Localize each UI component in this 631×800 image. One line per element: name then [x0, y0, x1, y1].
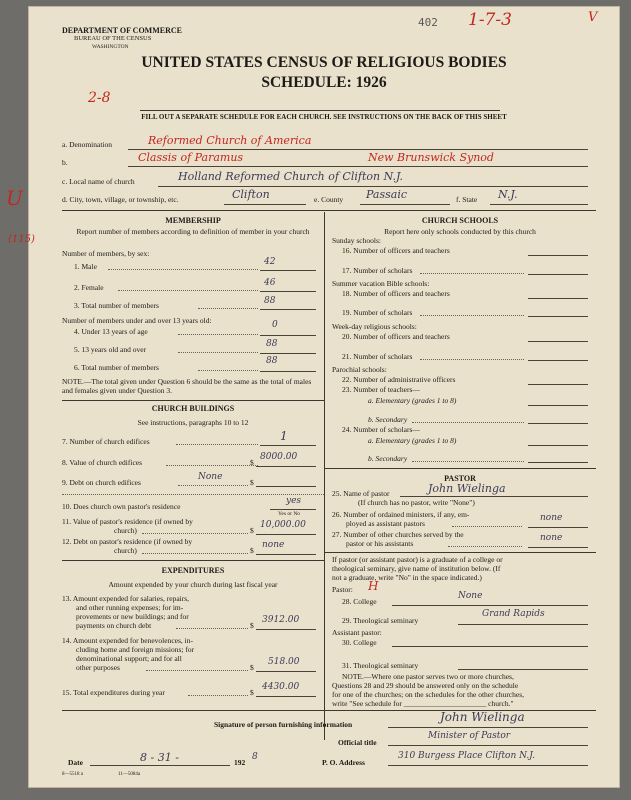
- local-name-value: Holland Reformed Church of Clifton N.J.: [178, 170, 404, 183]
- q8-dollar: $: [250, 458, 254, 467]
- q27-leader: [448, 546, 522, 547]
- q23-label: 23. Number of teachers—: [342, 385, 420, 394]
- q9-leader: [178, 485, 248, 486]
- q4-leader: [178, 334, 258, 335]
- q15-label: 15. Total expenditures during year: [62, 688, 165, 697]
- q2-answer: 46: [264, 278, 276, 288]
- q23b-line: [528, 423, 588, 424]
- q13-line: [256, 629, 316, 630]
- q24a-line: [528, 445, 588, 446]
- q8-label: 8. Value of church edifices: [62, 458, 143, 467]
- q2-leader: [118, 290, 258, 291]
- buildings-mid-rule: [62, 494, 324, 495]
- pastor-rule: [324, 468, 596, 469]
- summer-heading: Summer vacation Bible schools:: [332, 279, 430, 288]
- q13-answer: 3912.00: [262, 615, 300, 625]
- side-circle-mark: (115): [8, 234, 35, 245]
- q28-answer: None: [458, 591, 483, 601]
- q14-line: [256, 671, 316, 672]
- schools-intro: Report here only schools conducted by this church: [384, 227, 536, 236]
- q18-label: 18. Number of officers and teachers: [342, 289, 450, 298]
- q14-leader: [146, 670, 248, 671]
- q24b-label: b. Secondary: [368, 454, 408, 463]
- q26-label-a: 26. Number of ordained ministers, if any, em-: [332, 510, 470, 519]
- denomination-b-line: [128, 166, 588, 167]
- q30-label: 30. College: [342, 638, 377, 647]
- po-address-label: P. O. Address: [322, 758, 365, 767]
- q1-label: 1. Male: [74, 262, 97, 271]
- signature-line: [388, 727, 588, 728]
- date-value: 8 - 31 -: [140, 751, 179, 764]
- buildings-title: CHURCH BUILDINGS: [151, 404, 235, 413]
- q29-label: 29. Theological seminary: [342, 616, 419, 625]
- department-name: DEPARTMENT OF COMMERCE: [62, 26, 183, 35]
- q21-line: [528, 360, 588, 361]
- q15-leader: [188, 695, 248, 696]
- q17-label: 17. Number of scholars: [342, 266, 413, 275]
- q19-leader: [420, 315, 524, 316]
- q29-answer: Grand Rapids: [482, 609, 545, 619]
- bureau-name: BUREAU OF THE CENSUS: [74, 35, 152, 42]
- q28-label: 28. College: [342, 597, 377, 606]
- q14-answer: 518.00: [268, 657, 300, 667]
- q25-answer: John Wielinga: [428, 482, 506, 495]
- q12-label-a: 12. Debt on pastor's residence (if owned by: [62, 537, 193, 546]
- graduate-note-c: not a graduate, write "No" in the space indicated.): [332, 573, 482, 582]
- instruction-line: FILL OUT A SEPARATE SCHEDULE FOR EACH CHURCH. SEE INSTRUCTIONS ON THE BACK OF THIS SHEET: [141, 113, 507, 121]
- q7-label: 7. Number of church edifices: [62, 437, 150, 446]
- parochial-heading: Parochial schools:: [332, 365, 387, 374]
- q5-leader: [178, 352, 258, 353]
- membership-note: NOTE.—The total given under Question 6 should be the same as the total of males and females given under Question 3.: [62, 377, 312, 395]
- q8-line: [256, 466, 316, 467]
- q26-line: [528, 527, 588, 528]
- q23b-leader: [412, 422, 524, 423]
- q12-line: [256, 554, 316, 555]
- q5-label: 5. 13 years old and over: [74, 345, 147, 354]
- pastor-note-b: Questions 28 and 29 should be answered only on the schedule: [332, 681, 519, 690]
- date-line: [90, 765, 230, 766]
- graduate-note-a: If pastor (or assistant pastor) is a graduate of a college or: [332, 555, 503, 564]
- q3-answer: 88: [264, 296, 276, 306]
- pastor-note-a: NOTE.—Where one pastor serves two or more churches,: [342, 672, 514, 681]
- pastor-check-mark: H: [368, 579, 379, 593]
- corner-check-mark: V: [588, 10, 598, 25]
- pastor-note-c: for one of the churches; on the schedules for the other churches,: [332, 690, 525, 699]
- q26-label-b: ployed as assistant pastors: [346, 519, 425, 528]
- membership-intro: Report number of members according to definition of member in your church: [76, 227, 310, 236]
- q9-dollar: $: [250, 478, 254, 487]
- q14-dollar: $: [250, 663, 254, 672]
- q6-label: 6. Total number of members: [74, 363, 159, 372]
- q13-label-a: 13. Amount expended for salaries, repairs,: [62, 594, 190, 603]
- q25-note: (If church has no pastor, write "None"): [358, 498, 475, 507]
- q3-line: [260, 309, 316, 310]
- official-title-label: Official title: [338, 738, 377, 747]
- graduate-rule: [324, 552, 596, 553]
- q22-label: 22. Number of administrative officers: [342, 375, 456, 384]
- margin-code: 2-8: [88, 90, 111, 106]
- membership-title: MEMBERSHIP: [165, 216, 221, 225]
- date-year-digit: 8: [252, 752, 258, 762]
- expenditures-title: EXPENDITURES: [161, 566, 225, 575]
- county-label: e. County: [314, 195, 344, 204]
- q5-answer: 88: [266, 339, 278, 349]
- weekday-heading: Week-day religious schools:: [332, 322, 417, 331]
- q15-answer: 4430.00: [262, 682, 300, 692]
- classis-value: Classis of Paramus: [138, 151, 244, 164]
- form-code-a: 8—5518 a: [62, 772, 83, 777]
- q12-label-b: church): [114, 546, 137, 555]
- county-value: Passaic: [366, 188, 407, 201]
- q12-dollar: $: [250, 546, 254, 555]
- q12-leader: [142, 553, 248, 554]
- q21-leader: [420, 359, 524, 360]
- q11-answer: 10,000.00: [260, 520, 306, 530]
- q9-label: 9. Debt on church edifices: [62, 478, 141, 487]
- q5-line: [260, 353, 316, 354]
- denomination-b-label: b.: [62, 158, 68, 167]
- q10-answer: yes: [286, 496, 302, 506]
- q13-label-d: payments on church debt: [76, 621, 152, 630]
- q13-leader: [176, 628, 248, 629]
- q9-line: [256, 486, 316, 487]
- schedule-title: SCHEDULE: 1926: [261, 74, 387, 91]
- q11-dollar: $: [250, 526, 254, 535]
- q8-answer: 8000.00: [260, 452, 298, 462]
- bureau-city: WASHINGTON: [92, 44, 129, 50]
- q28-line: [392, 605, 588, 606]
- yes-no-hint: Yes or No: [278, 511, 301, 517]
- q17-leader: [420, 273, 524, 274]
- local-name-label: c. Local name of church: [62, 177, 135, 186]
- q15-line: [256, 696, 316, 697]
- q23a-label: a. Elementary (grades 1 to 8): [368, 396, 457, 405]
- city-line: [224, 204, 306, 205]
- q11-leader: [142, 533, 248, 534]
- q4-label: 4. Under 13 years of age: [74, 327, 148, 336]
- official-title-line: [388, 745, 588, 746]
- q20-line: [528, 341, 588, 342]
- sunday-heading: Sunday schools:: [332, 236, 381, 245]
- denomination-value: Reformed Church of America: [148, 134, 312, 147]
- q3-leader: [198, 308, 258, 309]
- buildings-rule: [62, 400, 324, 401]
- q11-line: [256, 534, 316, 535]
- q16-label: 16. Number of officers and teachers: [342, 246, 450, 255]
- q1-leader: [108, 269, 258, 270]
- stamp-number: 402: [418, 16, 438, 29]
- po-address-line: [388, 765, 588, 766]
- schools-title: CHURCH SCHOOLS: [421, 216, 499, 225]
- q7-answer: 1: [280, 429, 288, 443]
- graduate-note-b: theological seminary, give name of institution below. (If: [332, 564, 501, 573]
- city-label: d. City, town, village, or township, etc.: [62, 195, 179, 204]
- q24b-leader: [412, 461, 524, 462]
- q30-line: [392, 646, 588, 647]
- q10-label: 10. Does church own pastor's residence: [62, 502, 181, 511]
- section-rule-top: [62, 210, 596, 211]
- state-value: N.J.: [498, 188, 518, 201]
- q14-label-b: cluding home and foreign missions; for: [76, 645, 195, 654]
- q27-answer: none: [540, 533, 563, 543]
- assistant-sub-label: Assistant pastor:: [332, 628, 382, 637]
- census-form-page: [6, 6, 620, 788]
- q14-label-a: 14. Amount expended for benevolences, in-: [62, 636, 194, 645]
- q9-answer: None: [198, 472, 223, 482]
- q2-line: [260, 291, 316, 292]
- q13-label-c: provements or new buildings; and for: [76, 612, 189, 621]
- signature-label: Signature of person furnishing information: [214, 720, 353, 729]
- pastor-note-d: write "See schedule for ______________________ church.": [332, 699, 514, 708]
- pastor-title: PASTOR: [444, 474, 476, 483]
- q14-label-d: other purposes: [76, 663, 120, 672]
- q7-line: [260, 445, 316, 446]
- q24-label: 24. Number of scholars—: [342, 425, 420, 434]
- q26-answer: none: [540, 513, 563, 523]
- q15-dollar: $: [250, 688, 254, 697]
- q7-leader: [176, 444, 258, 445]
- denomination-line: [128, 149, 588, 150]
- q31-line: [458, 669, 588, 670]
- q24a-label: a. Elementary (grades 1 to 8): [368, 436, 457, 445]
- q1-answer: 42: [264, 257, 276, 267]
- q19-label: 19. Number of scholars: [342, 308, 413, 317]
- city-value: Clifton: [232, 188, 270, 201]
- title-rule: [140, 110, 500, 111]
- synod-value: New Brunswick Synod: [368, 151, 494, 164]
- q13-label-b: and other running expenses; for im-: [76, 603, 184, 612]
- side-mark-u: U: [6, 186, 23, 210]
- members-by-sex-label: Number of members, by sex:: [62, 249, 150, 258]
- form-title: UNITED STATES CENSUS OF RELIGIOUS BODIES: [141, 54, 507, 71]
- stamp-code: 1-7-3: [468, 10, 512, 30]
- q24b-line: [528, 462, 588, 463]
- q29-line: [458, 624, 588, 625]
- q26-leader: [452, 526, 522, 527]
- q14-label-c: denominational support; and for all: [76, 654, 182, 663]
- q17-line: [528, 274, 588, 275]
- signature-value: John Wielinga: [440, 710, 525, 724]
- denomination-label: a. Denomination: [62, 140, 112, 149]
- q20-label: 20. Number of officers and teachers: [342, 332, 450, 341]
- q4-line: [260, 335, 316, 336]
- q12-answer: none: [262, 540, 285, 550]
- county-line: [360, 204, 450, 205]
- state-line: [490, 204, 588, 205]
- q1-line: [260, 270, 316, 271]
- q2-label: 2. Female: [74, 283, 104, 292]
- local-name-line: [158, 186, 588, 187]
- q4-answer: 0: [272, 320, 278, 330]
- state-label: f. State: [456, 195, 478, 204]
- q19-line: [528, 316, 588, 317]
- q11-label-a: 11. Value of pastor's residence (if owned by: [62, 517, 193, 526]
- age-heading: Number of members under and over 13 years old:: [62, 316, 212, 325]
- date-year: 192: [234, 758, 246, 767]
- official-title-value: Minister of Pastor: [428, 731, 511, 741]
- q6-leader: [198, 370, 258, 371]
- q13-dollar: $: [250, 621, 254, 630]
- po-address-value: 310 Burgess Place Clifton N.J.: [398, 751, 536, 761]
- q16-line: [528, 255, 588, 256]
- q23a-line: [528, 405, 588, 406]
- q23b-label: b. Secondary: [368, 415, 408, 424]
- q3-label: 3. Total number of members: [74, 301, 159, 310]
- form-code-b: 11—5084a: [118, 772, 141, 777]
- q21-label: 21. Number of scholars: [342, 352, 413, 361]
- q31-label: 31. Theological seminary: [342, 661, 419, 670]
- q25-label: 25. Name of pastor: [332, 489, 390, 498]
- q22-line: [528, 384, 588, 385]
- expenditures-intro: Amount expended by your church during last fiscal year: [108, 580, 278, 589]
- q8-leader: [166, 465, 258, 466]
- q6-line: [260, 371, 316, 372]
- q27-line: [528, 547, 588, 548]
- q27-label-b: pastor or his assistants: [346, 539, 414, 548]
- date-label: Date: [68, 758, 83, 767]
- buildings-intro: See instructions, paragraphs 10 to 12: [137, 418, 249, 427]
- pastor-sub-label: Pastor:: [332, 585, 353, 594]
- q6-answer: 88: [266, 356, 278, 366]
- expenditures-rule: [62, 560, 324, 561]
- q27-label-a: 27. Number of other churches served by the: [332, 530, 464, 539]
- q11-label-b: church): [114, 526, 137, 535]
- q18-line: [528, 298, 588, 299]
- q25-line: [400, 496, 588, 497]
